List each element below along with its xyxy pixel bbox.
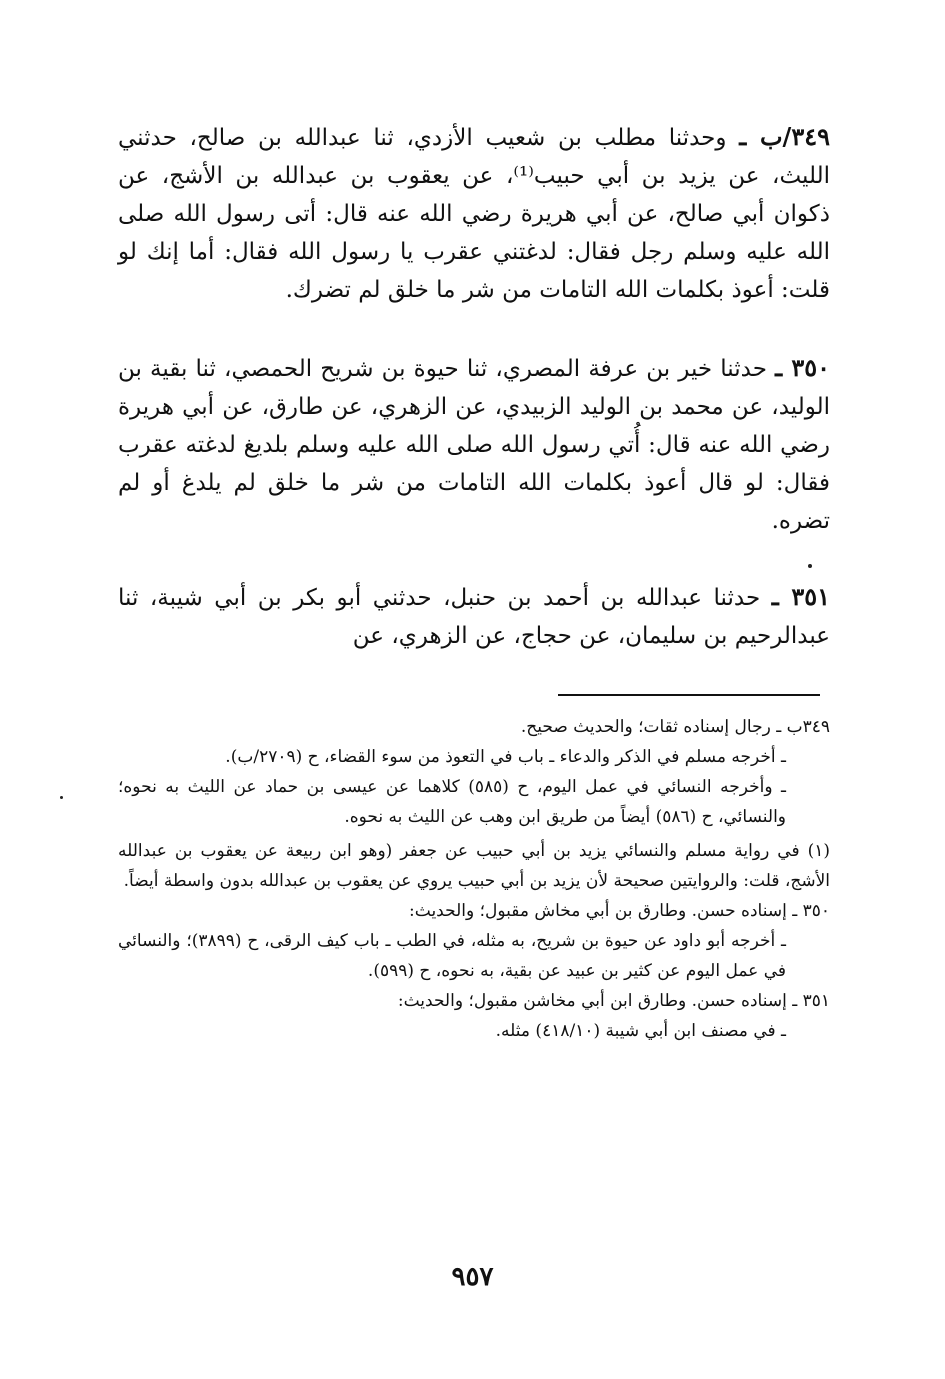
footnote-350-head: ٣٥٠ ـ إسناده حسن. وطارق بن أبي مخاش مقبول؛ والحديث: [409, 901, 830, 921]
footnote-349b-source-1: ـ أخرجه مسلم في الذكر والدعاء ـ باب في التعوذ من سوء القضاء، ح (٢٧٠٩/ب). [225, 747, 786, 767]
ink-speck [808, 564, 812, 568]
footnotes [118, 712, 830, 1046]
footnote-351-head: ٣٥١ ـ إسناده حسن. وطارق ابن أبي مخاشن مقبول؛ والحديث: [397, 991, 830, 1011]
footnote-350-source: ـ أخرجه أبو داود عن حيوة بن شريح، به مثله، في الطب ـ باب كيف الرقى، ح (٣٨٩٩)؛ والنسائي في عمل اليوم عن كثير بن عبيد عن بقية، به نحوه، ح (٥٩٩). [118, 931, 786, 981]
footnote-349b-head: ٣٤٩ب ـ رجال إسناده ثقات؛ والحديث صحيح. [520, 717, 830, 737]
hadith-number: ٣٥١ ـ [771, 582, 830, 611]
hadith-number: ٣٥٠ ـ [775, 353, 830, 382]
footnote-349b-note-1: (١) في رواية مسلم والنسائي يزيد بن أبي حبيب عن جعفر (وهو ابن ربيعة عن يعقوب بن عبدالله الأشج، قلت: والروايتين صحيحة لأن يزيد بن أبي حبيب يروي عن يعقوب بن عبدالله بدون واسطة أيضاً. [118, 841, 830, 891]
hadith-text: وحدثنا مطلب بن شعيب الأزدي، ثنا عبدالله بن صالح، حدثني الليث، عن يزيد بن أبي حبيب⁽¹⁾، عن يعقوب بن عبدالله بن الأشج، عن ذكوان أبي صالح، عن أبي هريرة رضي الله عنه قال: أتى رسول الله صلى الله عليه وسلم رجل فقال: لدغتني عقرب يا رسول الله فقال: أما إنك لو قلت: أعوذ بكلمات الله التامات من شر ما خلق لم تضرك. [118, 125, 830, 303]
ink-speck [60, 796, 63, 799]
hadith-350 [118, 349, 830, 540]
hadith-number: ٣٤٩/ب ـ [739, 122, 830, 151]
hadith-351-paragraph [118, 578, 830, 655]
hadith-350-paragraph [118, 349, 830, 540]
hadith-text: حدثنا عبدالله بن أحمد بن حنبل، حدثني أبو بكر بن أبي شيبة، ثنا عبدالرحيم بن سليمان، عن حجاج، عن الزهري، عن [118, 585, 830, 649]
hadith-text: حدثنا خير بن عرفة المصري، ثنا حيوة بن شريح الحمصي، ثنا بقية بن الوليد، عن محمد بن الوليد الزبيدي، عن الزهري، عن طارق، عن أبي هريرة رضي الله عنه قال: أُتي رسول الله صلى الله عليه وسلم بلديغ لدغته عقرب فقال: لو قال أعوذ بكلمات الله التامات من شر ما خلق لم يلدغ أو لم تضره. [118, 356, 830, 534]
hadith-349b [118, 118, 830, 309]
footnote-351-source: ـ في مصنف ابن أبي شيبة (٤١٨/١٠) مثله. [495, 1021, 786, 1041]
hadith-351 [118, 578, 830, 655]
footnote-separator [558, 694, 820, 696]
footnote-349b-source-2: ـ وأخرجه النسائي في عمل اليوم، ح (٥٨٥) كلاهما عن عيسى بن حماد عن الليث به نحوه؛ والنسائي، ح (٥٨٦) أيضاً من طريق ابن وهب عن الليث به نحوه. [118, 777, 786, 827]
hadith-349b-paragraph [118, 118, 830, 309]
page-number: ٩٥٧ [451, 1262, 494, 1292]
